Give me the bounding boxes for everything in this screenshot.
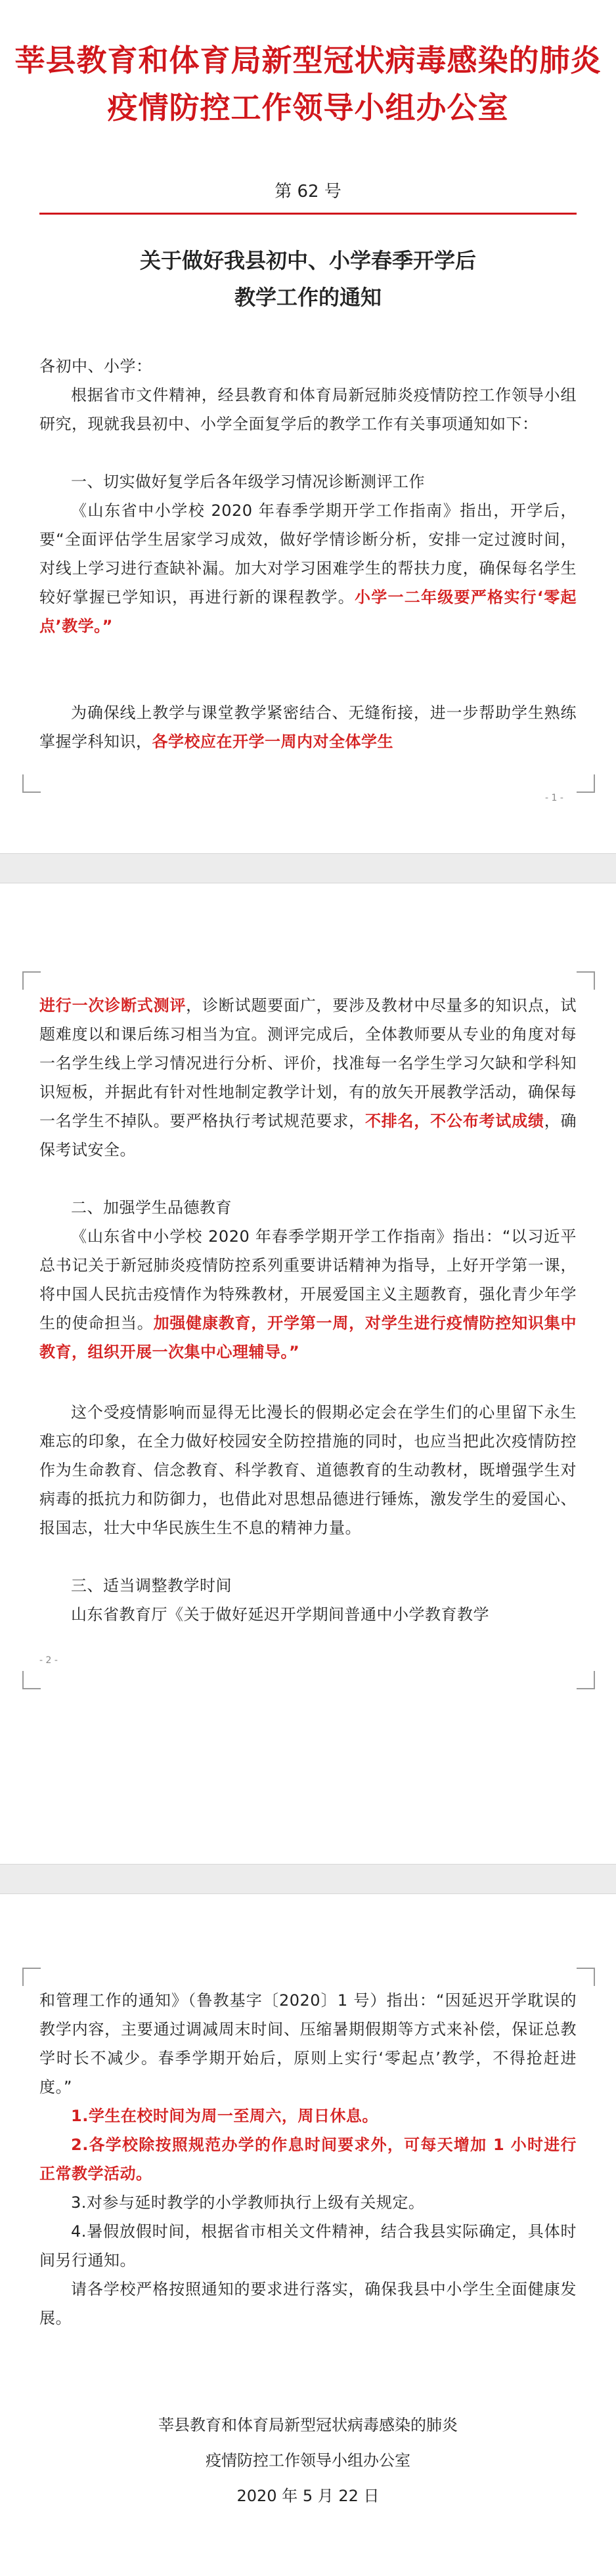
section-1-paragraph-2-continued (39, 991, 577, 1164)
emphasis-text: 小学一二年级要严格实行‘零起点’教学。” (39, 588, 577, 635)
signature-date: 2020 年 5 月 22 日 (236, 2487, 380, 2505)
page-corner-mark (22, 1968, 41, 1986)
emphasis-text: 加强健康教育，开学第一周，对学生进行疫情防控知识集中教育，组织开展一次集中心理辅导。” (39, 1314, 577, 1361)
list-item-4: 4.暑假放假时间，根据省市相关文件精神，结合我县实际确定，具体时间另行通知。 (39, 2222, 577, 2270)
list-item-3: 3.对参与延时教学的小学教师执行上级有关规定。 (71, 2193, 425, 2212)
section-1-heading: 一、切实做好复学后各年级学习情况诊断测评工作 (71, 473, 425, 491)
notice-title-line-1: 关于做好我县初中、小学春季开学后 (139, 248, 476, 273)
signature-line-1: 莘县教育和体育局新型冠状病毒感染的肺炎 (158, 2416, 458, 2434)
document-number: 第 62 号 (275, 182, 341, 201)
paragraph-text: 《山东省中小学校 2020 年春季学期开学工作指南》指出：“以习近平总书记关于新冠肺炎疫情防控系列重要讲话精神为指导，上好开学第一课，将中国人民抗击疫情作为特殊教材，开展爱国主义主题教育，强化青少年学生的使命担当。 (39, 1227, 577, 1332)
page-number: - 2 - (39, 1655, 58, 1666)
emphasis-text: 进行一次诊断式测评 (39, 996, 187, 1015)
closing-paragraph: 请各学校严格按照通知的要求进行落实，确保我县中小学生全面健康发展。 (39, 2280, 577, 2327)
list-item-1: 1.学生在校时间为周一至周六，周日休息。 (71, 2107, 378, 2125)
emphasis-text: 各学校应在开学一周内对全体学生 (152, 732, 393, 751)
page-separator (0, 1864, 616, 1894)
page-number: - 1 - (545, 793, 563, 803)
page-separator (0, 853, 616, 883)
salutation: 各初中、小学： (39, 357, 152, 375)
page-corner-mark (577, 971, 595, 990)
section-2-paragraph-1 (39, 1222, 577, 1366)
section-3-paragraph-1-start: 山东省教育厅《关于做好延迟开学期间普通中小学教育教学 (71, 1605, 489, 1624)
masthead-line-1: 莘县教育和体育局新型冠状病毒感染的肺炎 (14, 43, 602, 78)
paragraph-text: ，确保考试安全。 (39, 1112, 577, 1159)
page-corner-mark (22, 774, 41, 793)
section-2-paragraph-2: 这个受疫情影响而显得无比漫长的假期必定会在学生们的心里留下永生难忘的印象，在全力做好校园安全防控措施的同时，也应当把此次疫情防控作为生命教育、信念教育、科学教育、道德教育的生动教材，既增强学生对病毒的抵抗力和防御力，也借此对思想品德进行锤炼，激发学生的爱国心、报国志，壮大中华民族生生不息的精神力量。 (39, 1403, 577, 1537)
notice-title-line-2: 教学工作的通知 (234, 285, 382, 310)
section-3-heading: 三、适当调整教学时间 (71, 1576, 232, 1595)
intro-paragraph: 根据省市文件精神，经县教育和体育局新冠肺炎疫情防控工作领导小组研究，现就我县初中、小学全面复学后的教学工作有关事项通知如下： (39, 386, 577, 433)
document-page-1 (0, 0, 616, 853)
emphasis-text: 不排名，不公布考试成绩 (364, 1112, 544, 1130)
masthead-line-2: 疫情防控工作领导小组办公室 (107, 90, 509, 125)
paragraph-text: 为确保线上教学与课堂教学紧密结合、无缝衔接，进一步帮助学生熟练掌握学科知识， (39, 704, 577, 751)
document-page-2 (0, 883, 616, 1864)
section-1-paragraph-2 (39, 698, 577, 756)
list-item-2: 2.各学校除按照规范办学的作息时间要求外，可每天增加 1 小时进行正常教学活动。 (39, 2136, 577, 2183)
paragraph-text: 《山东省中小学校 2020 年春季学期开学工作指南》指出，开学后，要“全面评估学生居家学习成效，做好学情诊断分析，安排一定过渡时间，对线上学习进行查缺补漏。加大对学习困难学生的帮扶力度，确保每名学生较好掌握已学知识，再进行新的课程教学。 (39, 501, 577, 606)
paragraph-text: ，诊断试题要面广，要涉及教材中尽量多的知识点，试题难度以和课后练习相当为宜。测评完成后，全体教师要从专业的角度对每一名学生线上学习情况进行分析、评价，找准每一名学生学习欠缺和学科知识短板，并据此有针对性地制定教学计划，有的放矢开展教学活动，确保每一名学生不掉队。要严格执行考试规范要求， (39, 996, 577, 1130)
section-1-paragraph-1 (39, 496, 577, 641)
document-page-3 (0, 1894, 616, 2576)
section-3-paragraph-1-continued: 和管理工作的通知》（鲁教基字〔2020〕1 号）指出：“因延迟开学耽误的教学内容，主要通过调减周末时间、压缩暑期假期等方式来补偿，保证总教学时长不减少。春季学期开始后，原则上实行‘零起点’教学，不得抢赶进度。” (39, 1991, 577, 2096)
page-corner-mark (22, 971, 41, 990)
page-corner-mark (577, 774, 595, 793)
page-corner-mark (22, 1671, 41, 1689)
signature-line-2: 疫情防控工作领导小组办公室 (206, 2451, 410, 2470)
red-divider-line (39, 213, 577, 215)
page-corner-mark (577, 1968, 595, 1986)
section-2-heading: 二、加强学生品德教育 (71, 1198, 232, 1217)
page-corner-mark (577, 1671, 595, 1689)
